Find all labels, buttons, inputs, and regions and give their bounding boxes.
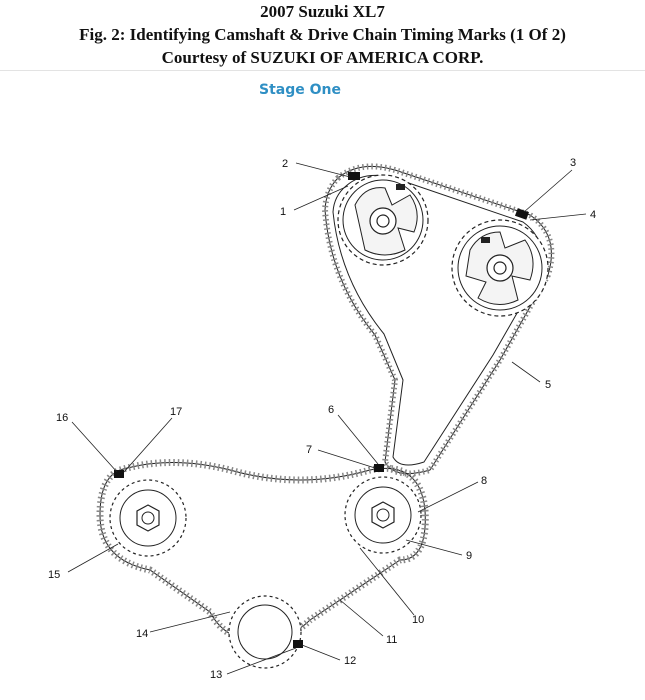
callout-13: 13: [210, 669, 223, 681]
crankshaft-sprocket: [229, 596, 301, 668]
timing-mark-plate-12: [293, 640, 303, 648]
callout-3: 3: [570, 157, 577, 169]
callout-5: 5: [545, 379, 552, 391]
callout-6: 6: [328, 404, 335, 416]
callout-10: 10: [412, 614, 425, 626]
callout-12: 12: [344, 655, 357, 667]
intermediate-sprocket-right: [345, 477, 421, 553]
intermediate-sprocket-left: [110, 480, 186, 556]
callout-2: 2: [282, 158, 289, 170]
figure-title: Fig. 2: Identifying Camshaft & Drive Chain Timing Marks (1 Of 2): [79, 25, 566, 44]
callout-8: 8: [481, 475, 488, 487]
figure-courtesy: Courtesy of SUZUKI OF AMERICA CORP.: [161, 48, 484, 67]
timing-mark-plate-16: [114, 470, 124, 478]
callout-16: 16: [56, 412, 69, 424]
callout-17: 17: [170, 406, 183, 418]
timing-mark-plate-7: [374, 464, 384, 472]
callout-14: 14: [136, 628, 149, 640]
stage-label: Stage One: [259, 82, 341, 98]
timing-mark-plate-left: [348, 172, 360, 180]
callout-4: 4: [590, 209, 597, 221]
callout-7: 7: [306, 444, 313, 456]
callout-11: 11: [386, 634, 398, 646]
callout-9: 9: [466, 550, 473, 562]
camshaft-sprocket-left: [338, 175, 428, 265]
vehicle-title: 2007 Suzuki XL7: [260, 2, 385, 21]
camshaft-sprocket-right: [452, 220, 548, 316]
callout-1: 1: [280, 206, 287, 218]
callout-15: 15: [48, 569, 61, 581]
